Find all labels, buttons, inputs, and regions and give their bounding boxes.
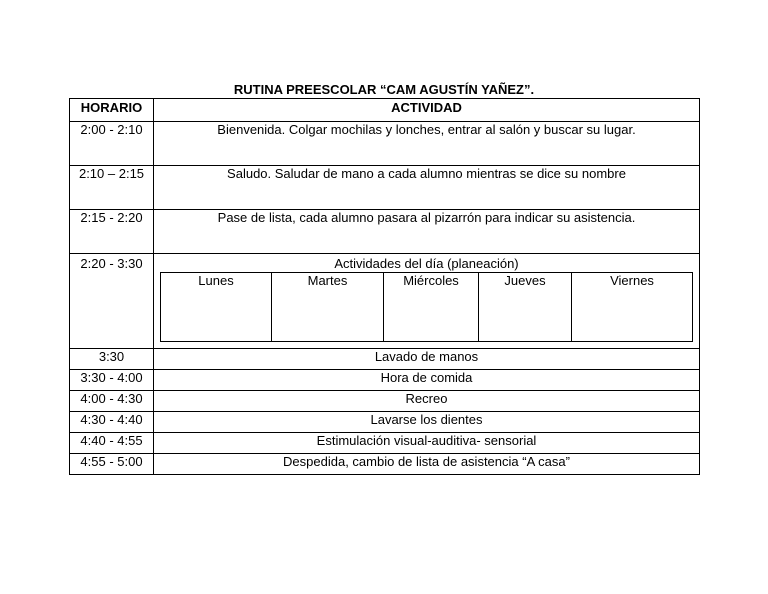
time-cell: 2:20 - 3:30 <box>70 254 154 349</box>
activity-cell: Pase de lista, cada alumno pasara al pizarrón para indicar su asistencia. <box>154 210 700 254</box>
time-cell: 4:55 - 5:00 <box>70 454 154 475</box>
table-row <box>70 166 700 210</box>
table-row <box>70 412 700 433</box>
activity-cell: Saludo. Saludar de mano a cada alumno mientras se dice su nombre <box>154 166 700 210</box>
table-row <box>70 433 700 454</box>
activity-cell: Lavarse los dientes <box>154 412 700 433</box>
activity-cell: Bienvenida. Colgar mochilas y lonches, entrar al salón y buscar su lugar. <box>154 122 700 166</box>
time-cell: 4:00 - 4:30 <box>70 391 154 412</box>
weekday-table <box>160 272 693 342</box>
time-cell: 2:15 - 2:20 <box>70 210 154 254</box>
activity-cell: Estimulación visual-auditiva- sensorial <box>154 433 700 454</box>
day-thursday: Jueves <box>479 273 572 342</box>
time-cell: 3:30 - 4:00 <box>70 370 154 391</box>
table-row <box>70 349 700 370</box>
routine-table <box>69 98 700 475</box>
header-row <box>70 99 700 122</box>
day-wednesday: Miércoles <box>384 273 479 342</box>
time-cell: 4:30 - 4:40 <box>70 412 154 433</box>
table-row <box>70 454 700 475</box>
day-monday: Lunes <box>161 273 272 342</box>
document-title: RUTINA PREESCOLAR “CAM AGUSTÍN YAÑEZ”. <box>233 82 535 97</box>
table-row <box>70 391 700 412</box>
planning-row <box>70 254 700 349</box>
activity-cell: Recreo <box>154 391 700 412</box>
table-row <box>70 210 700 254</box>
day-tuesday: Martes <box>272 273 384 342</box>
activity-cell: Lavado de manos <box>154 349 700 370</box>
header-time: HORARIO <box>70 99 154 122</box>
planning-label: Actividades del día (planeación) <box>334 256 519 271</box>
activity-cell: Hora de comida <box>154 370 700 391</box>
time-cell: 4:40 - 4:55 <box>70 433 154 454</box>
table-row <box>70 122 700 166</box>
day-friday: Viernes <box>572 273 693 342</box>
planning-cell <box>154 254 700 349</box>
table-row <box>70 370 700 391</box>
header-activity: ACTIVIDAD <box>154 99 700 122</box>
time-cell: 3:30 <box>70 349 154 370</box>
activity-cell: Despedida, cambio de lista de asistencia “A casa” <box>154 454 700 475</box>
time-cell: 2:10 – 2:15 <box>70 166 154 210</box>
time-cell: 2:00 - 2:10 <box>70 122 154 166</box>
